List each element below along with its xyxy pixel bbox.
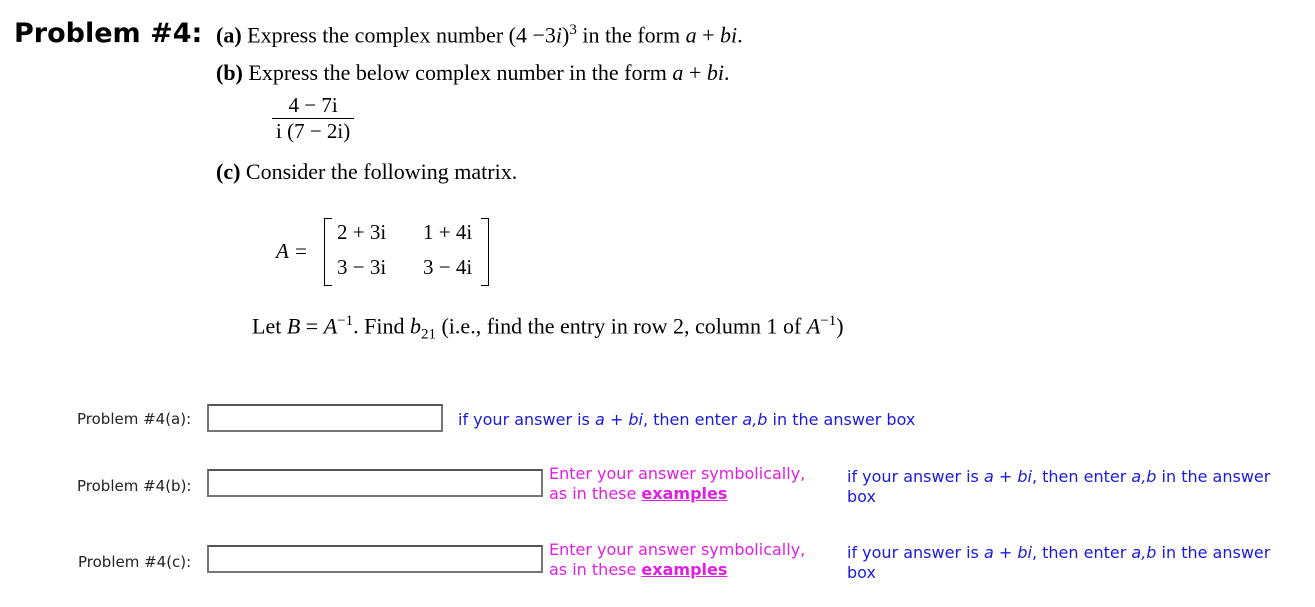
hint-plus: + — [993, 467, 1018, 486]
part-c-label: (c) — [216, 159, 241, 184]
close-paren: ) — [836, 313, 844, 339]
inverse-exponent: −1 — [337, 313, 354, 329]
part-a-period: . — [737, 22, 743, 48]
part-b-var-bi: bi — [706, 60, 724, 85]
examples-link-c[interactable]: examples — [641, 560, 728, 579]
part-a-statement — [216, 22, 743, 48]
part-b-text: Express the below complex number in the form — [248, 60, 673, 85]
symbolic-line2-text: as in these — [549, 484, 642, 503]
matrix-left-bracket — [324, 218, 332, 286]
hint-var-a: a — [983, 543, 994, 562]
hint-var-bi: bi — [1017, 467, 1032, 486]
hint-plus: + — [993, 543, 1018, 562]
ie-text: (i.e., find the entry in row 2, column 1 of — [435, 313, 807, 339]
part-a-imag-unit: i — [555, 22, 563, 48]
symbolic-line2-text: as in these — [549, 560, 642, 579]
part-b-label: (b) — [216, 60, 243, 85]
part-a-text-middle: in the form — [576, 22, 686, 48]
var-A-2: A — [806, 313, 821, 339]
symbolic-line2 — [549, 560, 805, 580]
part-a-text: Express the complex number (4 −3 — [247, 22, 556, 48]
hint-line2: box — [847, 487, 876, 506]
matrix-cell-21: 3 − 3i — [337, 255, 387, 279]
hint-var-bi: bi — [1017, 543, 1032, 562]
fraction-denominator: i (7 − 2i) — [272, 118, 354, 144]
part-a-label: (a) — [216, 22, 242, 48]
let-text: Let — [252, 313, 287, 339]
fraction-numerator: 4 − 7i — [288, 93, 338, 117]
part-c-statement — [216, 159, 517, 185]
answer-input-a[interactable] — [207, 404, 443, 432]
matrix-right-bracket — [481, 218, 489, 286]
hint-var-ab: a,b — [742, 410, 768, 429]
part-b-plus: + — [683, 60, 707, 85]
var-b: b — [409, 313, 421, 339]
var-B: B — [286, 313, 301, 339]
hint-line2: box — [847, 563, 876, 582]
part-c-question — [252, 313, 844, 344]
hint-var-bi: bi — [628, 410, 643, 429]
part-c-text: Consider the following matrix. — [245, 159, 518, 184]
answer-input-c[interactable] — [207, 545, 543, 573]
part-a-var-a: a — [685, 22, 697, 48]
answer-input-b[interactable] — [207, 469, 543, 497]
part-b-statement — [216, 60, 729, 86]
part-b-var-a: a — [672, 60, 684, 85]
part-a-exponent: 3 — [569, 22, 577, 38]
symbolic-hint-c — [549, 540, 805, 580]
hint-line1 — [847, 467, 1307, 487]
hint-suffix: , then enter — [1031, 543, 1132, 562]
hint-var-ab: a,b — [1131, 543, 1157, 562]
equals: = — [300, 313, 324, 339]
hint-end: in the answer — [1156, 467, 1271, 486]
answer-label-a: Problem #4(a): — [77, 410, 192, 428]
hint-var-a: a — [983, 467, 994, 486]
hint-end: in the answer — [1156, 543, 1271, 562]
hint-var-a: a — [594, 410, 605, 429]
part-a-plus: + — [696, 22, 721, 48]
matrix-name: A = — [276, 239, 308, 263]
hint-line1 — [847, 543, 1307, 563]
var-A: A — [323, 313, 338, 339]
hint-prefix: if your answer is — [847, 467, 984, 486]
symbolic-hint-b — [549, 464, 805, 504]
answer-label-b: Problem #4(b): — [77, 477, 192, 495]
part-a-var-bi: bi — [720, 22, 738, 48]
symbolic-line1: Enter your answer symbolically, — [549, 540, 806, 559]
part-b-fraction — [272, 93, 354, 144]
part-a-paren: ) — [562, 22, 570, 48]
hint-prefix: if your answer is — [458, 410, 595, 429]
hint-prefix: if your answer is — [847, 543, 984, 562]
find-text: . Find — [353, 313, 410, 339]
part-b-period: . — [723, 60, 730, 85]
matrix-cell-22: 3 − 4i — [423, 255, 473, 279]
examples-link-b[interactable]: examples — [641, 484, 728, 503]
answer-hint-c — [847, 543, 1307, 583]
subscript-21: 21 — [420, 326, 436, 343]
hint-end: in the answer box — [767, 410, 916, 429]
hint-suffix: , then enter — [1031, 467, 1132, 486]
hint-plus: + — [604, 410, 629, 429]
answer-label-c: Problem #4(c): — [78, 553, 192, 571]
answer-hint-a — [458, 410, 915, 429]
matrix-cell-12: 1 + 4i — [423, 220, 473, 244]
problem-title: Problem #4: — [14, 18, 203, 49]
hint-suffix: , then enter — [642, 410, 743, 429]
inverse-exponent-2: −1 — [820, 313, 837, 329]
answer-hint-b — [847, 467, 1307, 507]
symbolic-line1: Enter your answer symbolically, — [549, 464, 806, 483]
symbolic-line2 — [549, 484, 805, 504]
matrix-cell-11: 2 + 3i — [337, 220, 387, 244]
hint-var-ab: a,b — [1131, 467, 1157, 486]
